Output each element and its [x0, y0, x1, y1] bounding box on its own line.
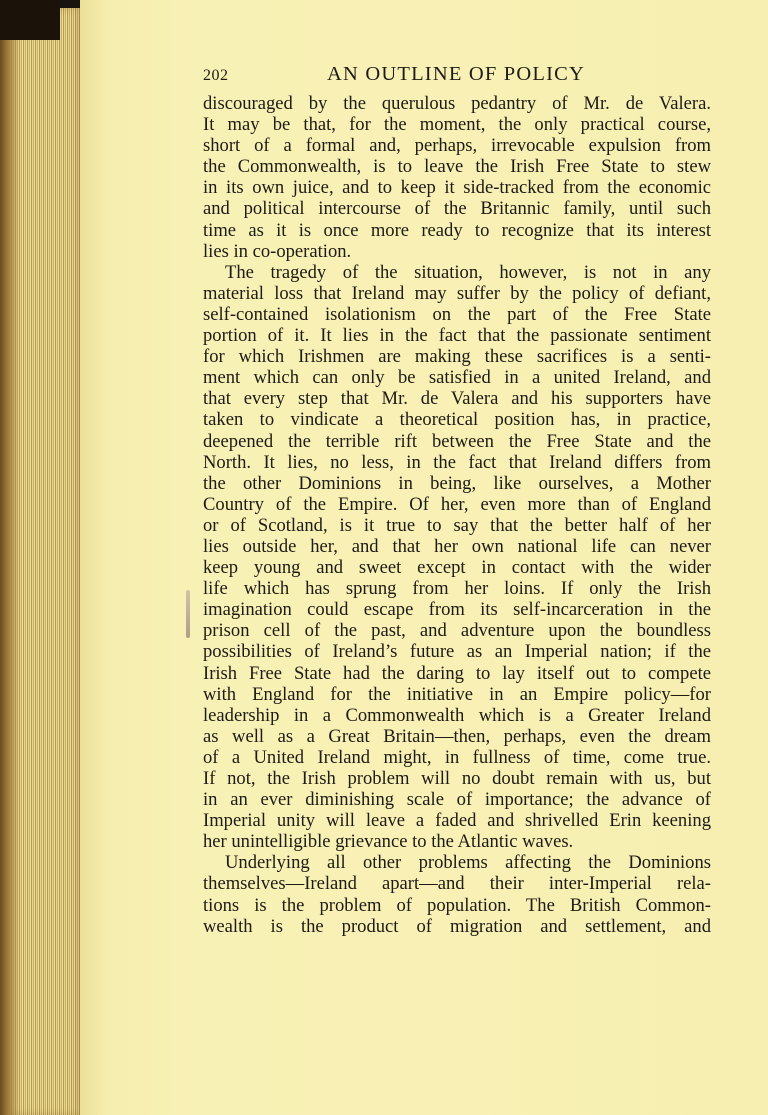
text-line: themselves—Ireland apart—and their inter-Imperial rela- — [203, 873, 711, 895]
text-line: her unintelligible grievance to the Atlantic waves. — [203, 831, 574, 853]
text-line: prison cell of the past, and adventure upon the boundless — [203, 620, 711, 642]
text-line: with England for the initiative in an Empire policy—for — [203, 683, 711, 705]
text-line: taken to vindicate a theoretical position has, in practice, — [203, 409, 711, 431]
running-head: AN OUTLINE OF POLICY — [327, 63, 586, 85]
body-text — [203, 93, 711, 937]
text-line: material loss that Ireland may suffer by the policy of defiant, — [203, 282, 711, 304]
text-line: ment which can only be satisfied in a united Ireland, and — [203, 367, 711, 389]
text-line: in an ever diminishing scale of importance; the advance of — [203, 789, 711, 811]
text-line: life which has sprung from her loins. If only the Irish — [203, 578, 711, 600]
text-line: The tragedy of the situation, however, is not in any — [225, 261, 711, 283]
text-line: that every step that Mr. de Valera and his supporters have — [203, 388, 711, 410]
text-line: imagination could escape from its self-incarceration in the — [203, 599, 711, 621]
text-line: possibilities of Ireland’s future as an Imperial nation; if the — [203, 641, 711, 663]
text-line: It may be that, for the moment, the only practical course, — [203, 114, 711, 136]
text-line: Irish Free State had the daring to lay itself out to compete — [203, 662, 711, 684]
text-line: lies in co-operation. — [203, 240, 352, 262]
text-line: leadership in a Commonwealth which is a Greater Ireland — [203, 704, 711, 726]
text-line: of a United Ireland might, in fullness of time, come true. — [203, 746, 711, 768]
text-line: tions is the problem of population. The British Common- — [203, 894, 711, 916]
text-line: wealth is the product of migration and settlement, and — [203, 915, 711, 937]
text-line: the Commonwealth, is to leave the Irish Free State to stew — [203, 156, 711, 178]
text-line: Imperial unity will leave a faded and shrivelled Erin keening — [203, 810, 711, 832]
text-line: as well as a Great Britain—then, perhaps, even the dream — [203, 725, 711, 747]
text-line: and political intercourse of the Britannic family, until such — [203, 198, 711, 220]
text-line: Underlying all other problems affecting the Dominions — [225, 852, 711, 874]
text-line: short of a formal and, perhaps, irrevocable expulsion from — [203, 135, 711, 157]
text-line: North. It lies, no less, in the fact that Ireland differs from — [203, 451, 711, 473]
text-line: or of Scotland, is it true to say that the better half of her — [203, 514, 711, 536]
text-line: self-contained isolationism on the part of the Free State — [203, 303, 711, 325]
text-line: deepened the terrible rift between the Free State and the — [203, 430, 711, 452]
text-line: the other Dominions in being, like ourselves, a Mother — [203, 472, 711, 494]
text-line: Country of the Empire. Of her, even more than of England — [203, 493, 711, 515]
text-line: keep young and sweet except in contact with the wider — [203, 557, 711, 579]
margin-pencil-mark — [186, 590, 190, 638]
background-corner — [0, 0, 60, 40]
text-line: in its own juice, and to keep it side-tracked from the economic — [203, 177, 711, 199]
text-line: portion of it. It lies in the fact that the passionate sentiment — [203, 325, 711, 347]
page-number: 202 — [203, 67, 229, 84]
text-line: lies outside her, and that her own national life can never — [203, 535, 711, 557]
page-header — [203, 63, 711, 91]
text-line: If not, the Irish problem will no doubt remain with us, but — [203, 768, 711, 789]
text-line: for which Irishmen are making these sacrifices is a senti- — [203, 346, 711, 368]
text-line: time as it is once more ready to recognize that its interest — [203, 219, 711, 241]
text-line: discouraged by the querulous pedantry of Mr. de Valera. — [203, 93, 711, 114]
stacked-page-edges — [0, 8, 84, 1115]
